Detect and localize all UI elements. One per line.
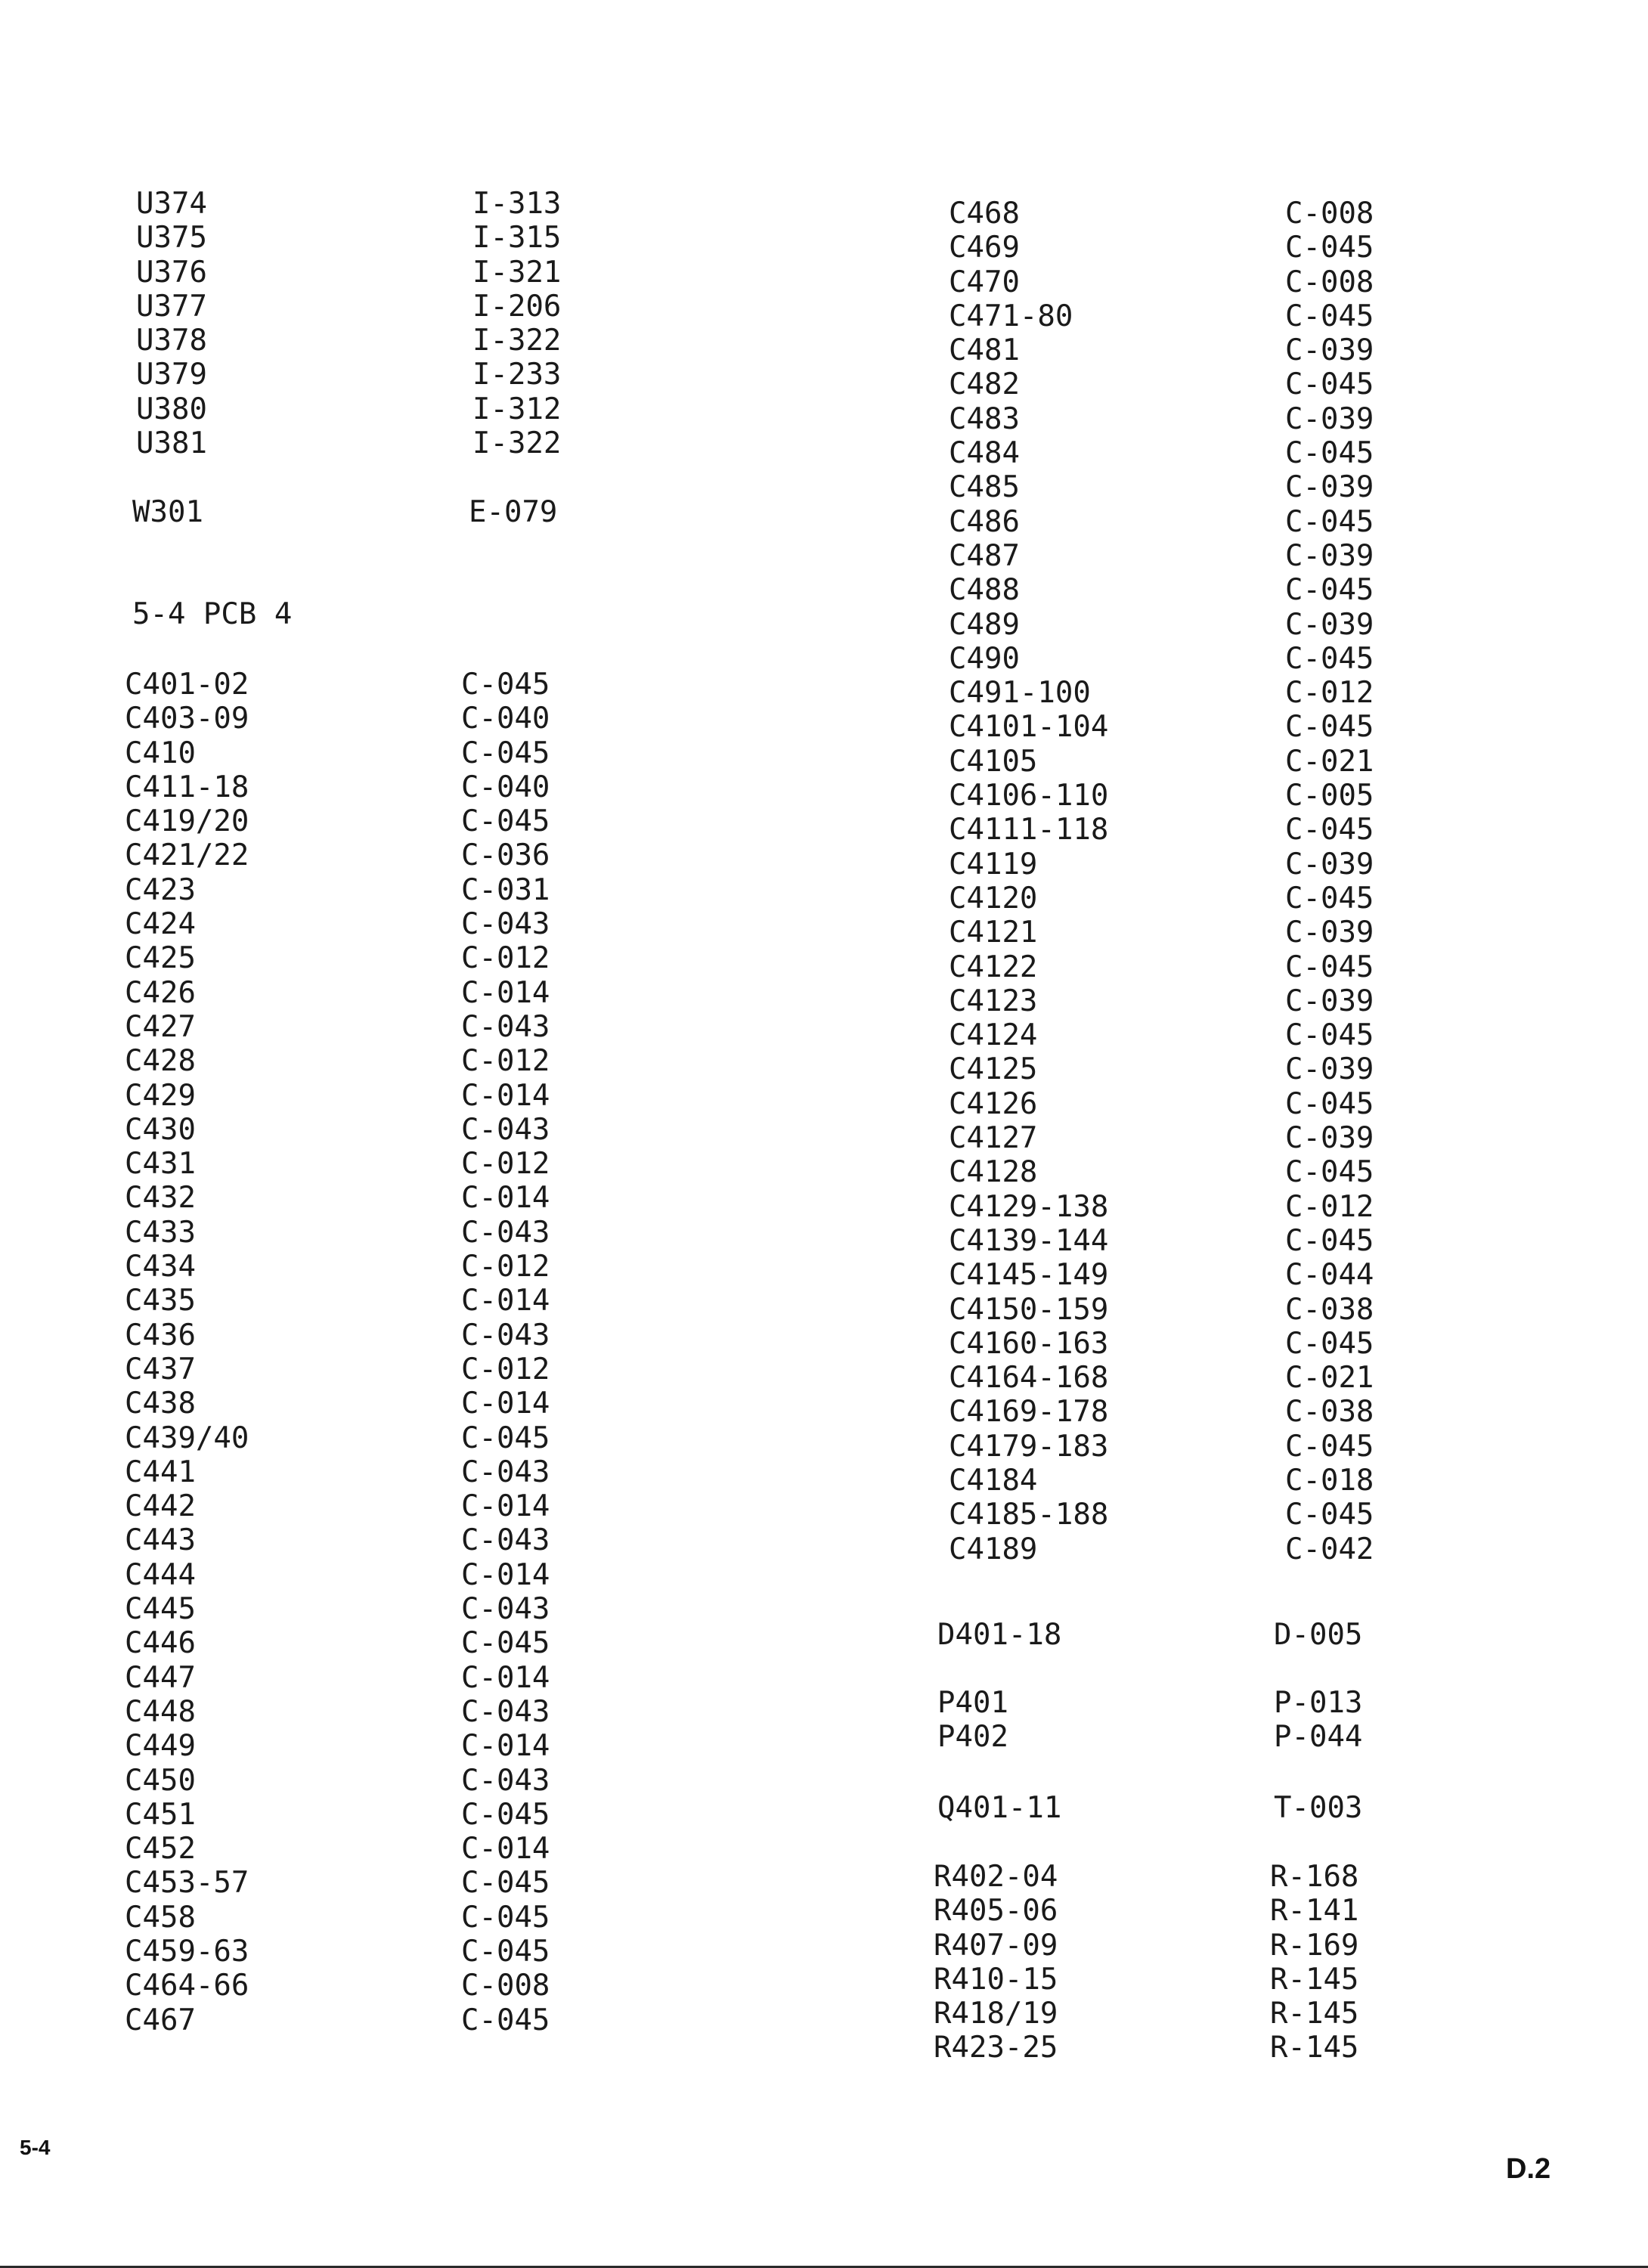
part-number: C-040: [461, 770, 550, 804]
part-number: C-012: [1285, 676, 1374, 711]
reference-designator: P402: [937, 1720, 1008, 1755]
reference-designator: C401-02: [125, 668, 249, 702]
reference-designator: U377: [136, 289, 207, 324]
reference-designator: C458: [125, 1900, 196, 1935]
part-number: C-039: [1285, 538, 1374, 573]
reference-designator: C450: [125, 1763, 196, 1798]
part-number: I-312: [472, 392, 562, 426]
part-number: C-045: [1285, 1429, 1374, 1464]
part-number: C-014: [461, 975, 550, 1010]
part-number: C-045: [1285, 710, 1374, 745]
part-number: C-039: [1285, 333, 1374, 368]
part-number: C-012: [1285, 1189, 1374, 1224]
reference-designator: C487: [949, 538, 1020, 573]
part-number: C-021: [1285, 744, 1374, 779]
part-number: C-014: [461, 1284, 550, 1318]
section-heading: 5-4 PCB 4: [132, 597, 293, 631]
reference-designator: Q401-11: [937, 1791, 1062, 1825]
part-number: C-014: [461, 1832, 550, 1867]
part-number: C-045: [461, 668, 550, 702]
part-number: C-021: [1285, 1361, 1374, 1396]
reference-designator: C4150-159: [949, 1292, 1109, 1327]
reference-designator: C439/40: [125, 1421, 249, 1455]
part-number: C-036: [461, 838, 550, 873]
reference-designator: C471-80: [949, 299, 1073, 333]
reference-designator: C432: [125, 1181, 196, 1216]
part-number: R-141: [1270, 1894, 1359, 1929]
part-number: C-045: [1285, 504, 1374, 539]
part-number: C-043: [461, 1523, 550, 1558]
reference-designator: C433: [125, 1215, 196, 1250]
part-number: C-039: [1285, 607, 1374, 642]
part-number: C-014: [461, 1489, 550, 1524]
part-number: C-045: [1285, 813, 1374, 847]
reference-designator: C4123: [949, 984, 1038, 1018]
reference-designator: C410: [125, 736, 196, 770]
part-number: C-045: [1285, 641, 1374, 676]
part-number: C-045: [1285, 950, 1374, 984]
reference-designator: R405-06: [934, 1894, 1058, 1929]
reference-designator: C485: [949, 470, 1020, 505]
reference-designator: C4122: [949, 950, 1038, 984]
reference-designator: C489: [949, 607, 1020, 642]
reference-designator: C4127: [949, 1121, 1038, 1156]
part-number: C-012: [461, 941, 550, 976]
reference-designator: C4105: [949, 744, 1038, 779]
part-number: C-043: [461, 1009, 550, 1044]
reference-designator: C431: [125, 1147, 196, 1182]
part-number: I-321: [472, 255, 562, 290]
part-number: C-045: [461, 2003, 550, 2037]
reference-designator: R410-15: [934, 1962, 1058, 1997]
part-number: C-039: [1285, 916, 1374, 950]
reference-designator: C459-63: [125, 1934, 249, 1969]
reference-designator: C447: [125, 1660, 196, 1695]
part-number: C-045: [1285, 1326, 1374, 1361]
part-number: C-014: [461, 1557, 550, 1592]
part-number: C-012: [461, 1147, 550, 1182]
reference-designator: C4184: [949, 1463, 1038, 1498]
reference-designator: C435: [125, 1284, 196, 1318]
reference-designator: R418/19: [934, 1997, 1058, 2031]
reference-designator: C403-09: [125, 702, 249, 736]
part-number: C-042: [1285, 1532, 1374, 1566]
reference-designator: C419/20: [125, 804, 249, 839]
reference-designator: C452: [125, 1832, 196, 1867]
part-number: C-044: [1285, 1258, 1374, 1293]
reference-designator: C4119: [949, 847, 1038, 881]
reference-designator: C4145-149: [949, 1258, 1109, 1293]
part-number: C-045: [1285, 1018, 1374, 1053]
part-number: I-322: [472, 426, 562, 461]
reference-designator: C481: [949, 333, 1020, 368]
part-number: C-008: [1285, 265, 1374, 299]
reference-designator: C464-66: [125, 1969, 249, 2003]
part-number: R-168: [1270, 1860, 1359, 1894]
part-number: C-039: [1285, 401, 1374, 436]
reference-designator: C4126: [949, 1086, 1038, 1121]
reference-designator: C4125: [949, 1052, 1038, 1087]
part-number: C-045: [1285, 299, 1374, 333]
reference-designator: C486: [949, 504, 1020, 539]
reference-designator: C451: [125, 1797, 196, 1832]
reference-designator: C449: [125, 1729, 196, 1764]
part-number: C-045: [461, 1900, 550, 1935]
reference-designator: C427: [125, 1009, 196, 1044]
part-number: C-045: [1285, 1086, 1374, 1121]
reference-designator: C4189: [949, 1532, 1038, 1566]
reference-designator: C4160-163: [949, 1326, 1109, 1361]
part-number: C-040: [461, 702, 550, 736]
part-number: C-039: [1285, 470, 1374, 505]
part-number: C-045: [1285, 881, 1374, 916]
reference-designator: C4139-144: [949, 1223, 1109, 1258]
part-number: C-045: [1285, 1155, 1374, 1190]
part-number: C-045: [461, 1934, 550, 1969]
reference-designator: C421/22: [125, 838, 249, 873]
part-number: C-043: [461, 907, 550, 942]
part-number: C-043: [461, 1318, 550, 1352]
reference-designator: C448: [125, 1694, 196, 1729]
part-number: C-043: [461, 1215, 550, 1250]
reference-designator: C467: [125, 2003, 196, 2037]
reference-designator: C443: [125, 1523, 196, 1558]
part-number: C-045: [1285, 231, 1374, 265]
part-number: C-012: [461, 1250, 550, 1284]
reference-designator: C436: [125, 1318, 196, 1352]
part-number: C-012: [461, 1352, 550, 1387]
reference-designator: U374: [136, 187, 207, 221]
reference-designator: U379: [136, 358, 207, 392]
part-number: I-315: [472, 221, 562, 256]
part-number: C-039: [1285, 1121, 1374, 1156]
reference-designator: P401: [937, 1686, 1008, 1720]
reference-designator: C4106-110: [949, 779, 1109, 813]
part-number: T-003: [1274, 1791, 1363, 1825]
part-number: E-079: [469, 495, 558, 529]
part-number: I-322: [472, 324, 562, 358]
reference-designator: C442: [125, 1489, 196, 1524]
reference-designator: C4169-178: [949, 1395, 1109, 1430]
part-number: C-045: [461, 1866, 550, 1901]
part-number: D-005: [1274, 1618, 1363, 1652]
reference-designator: C434: [125, 1250, 196, 1284]
part-number: C-043: [461, 1455, 550, 1489]
part-number: C-005: [1285, 779, 1374, 813]
reference-designator: R402-04: [934, 1860, 1058, 1894]
reference-designator: C444: [125, 1557, 196, 1592]
part-number: C-039: [1285, 1052, 1374, 1087]
part-number: C-018: [1285, 1463, 1374, 1498]
part-number: C-043: [461, 1112, 550, 1147]
reference-designator: C437: [125, 1352, 196, 1387]
part-number: I-233: [472, 358, 562, 392]
part-number: R-145: [1270, 1997, 1359, 2031]
part-number: C-045: [1285, 573, 1374, 608]
part-number: C-014: [461, 1729, 550, 1764]
reference-designator: U375: [136, 221, 207, 256]
part-number: C-045: [461, 736, 550, 770]
reference-designator: C4111-118: [949, 813, 1109, 847]
part-number: C-045: [461, 804, 550, 839]
reference-designator: C4120: [949, 881, 1038, 916]
part-number: C-045: [1285, 436, 1374, 471]
reference-designator: C483: [949, 401, 1020, 436]
part-number: C-039: [1285, 847, 1374, 881]
part-number: C-039: [1285, 984, 1374, 1018]
part-number: C-045: [461, 1797, 550, 1832]
part-number: C-008: [1285, 197, 1374, 231]
reference-designator: C441: [125, 1455, 196, 1489]
part-number: I-313: [472, 187, 562, 221]
reference-designator: W301: [132, 495, 203, 529]
reference-designator: C4121: [949, 916, 1038, 950]
part-number: C-043: [461, 1592, 550, 1627]
reference-designator: C470: [949, 265, 1020, 299]
reference-designator: U381: [136, 426, 207, 461]
part-number: C-045: [1285, 1498, 1374, 1532]
reference-designator: C468: [949, 197, 1020, 231]
reference-designator: C425: [125, 941, 196, 976]
part-number: I-206: [472, 289, 562, 324]
part-number: C-043: [461, 1763, 550, 1798]
part-number: C-038: [1285, 1292, 1374, 1327]
reference-designator: C484: [949, 436, 1020, 471]
part-number: C-031: [461, 872, 550, 907]
reference-designator: C411-18: [125, 770, 249, 804]
part-number: C-045: [461, 1626, 550, 1661]
part-number: C-038: [1285, 1395, 1374, 1430]
part-number: C-014: [461, 1078, 550, 1113]
part-number: C-045: [1285, 367, 1374, 402]
reference-designator: C4129-138: [949, 1189, 1109, 1224]
reference-designator: C490: [949, 641, 1020, 676]
reference-designator: C488: [949, 573, 1020, 608]
part-number: R-169: [1270, 1928, 1359, 1963]
part-number: C-014: [461, 1660, 550, 1695]
reference-designator: C491-100: [949, 676, 1091, 711]
part-number: R-145: [1270, 2031, 1359, 2065]
reference-designator: C4185-188: [949, 1498, 1109, 1532]
page-number-left: 5-4: [20, 2136, 51, 2159]
reference-designator: C423: [125, 872, 196, 907]
reference-designator: R423-25: [934, 2031, 1058, 2065]
reference-designator: U378: [136, 324, 207, 358]
reference-designator: C445: [125, 1592, 196, 1627]
reference-designator: D401-18: [937, 1618, 1062, 1652]
part-number: C-014: [461, 1181, 550, 1216]
part-number: C-043: [461, 1694, 550, 1729]
reference-designator: C438: [125, 1387, 196, 1421]
reference-designator: U376: [136, 255, 207, 290]
reference-designator: C428: [125, 1044, 196, 1079]
reference-designator: C429: [125, 1078, 196, 1113]
reference-designator: C426: [125, 975, 196, 1010]
part-number: C-012: [461, 1044, 550, 1079]
part-number: C-014: [461, 1387, 550, 1421]
part-number: C-008: [461, 1969, 550, 2003]
reference-designator: C482: [949, 367, 1020, 402]
reference-designator: C424: [125, 907, 196, 942]
reference-designator: C430: [125, 1112, 196, 1147]
reference-designator: C4164-168: [949, 1361, 1109, 1396]
part-number: C-045: [461, 1421, 550, 1455]
reference-designator: C4101-104: [949, 710, 1109, 745]
reference-designator: U380: [136, 392, 207, 426]
part-number: C-045: [1285, 1223, 1374, 1258]
reference-designator: C4128: [949, 1155, 1038, 1190]
reference-designator: R407-09: [934, 1928, 1058, 1963]
part-number: R-145: [1270, 1962, 1359, 1997]
reference-designator: C469: [949, 231, 1020, 265]
page-number-right: D.2: [1506, 2153, 1551, 2185]
reference-designator: C453-57: [125, 1866, 249, 1901]
reference-designator: C4124: [949, 1018, 1038, 1053]
part-number: P-013: [1274, 1686, 1363, 1720]
reference-designator: C446: [125, 1626, 196, 1661]
part-number: P-044: [1274, 1720, 1363, 1755]
reference-designator: C4179-183: [949, 1429, 1109, 1464]
